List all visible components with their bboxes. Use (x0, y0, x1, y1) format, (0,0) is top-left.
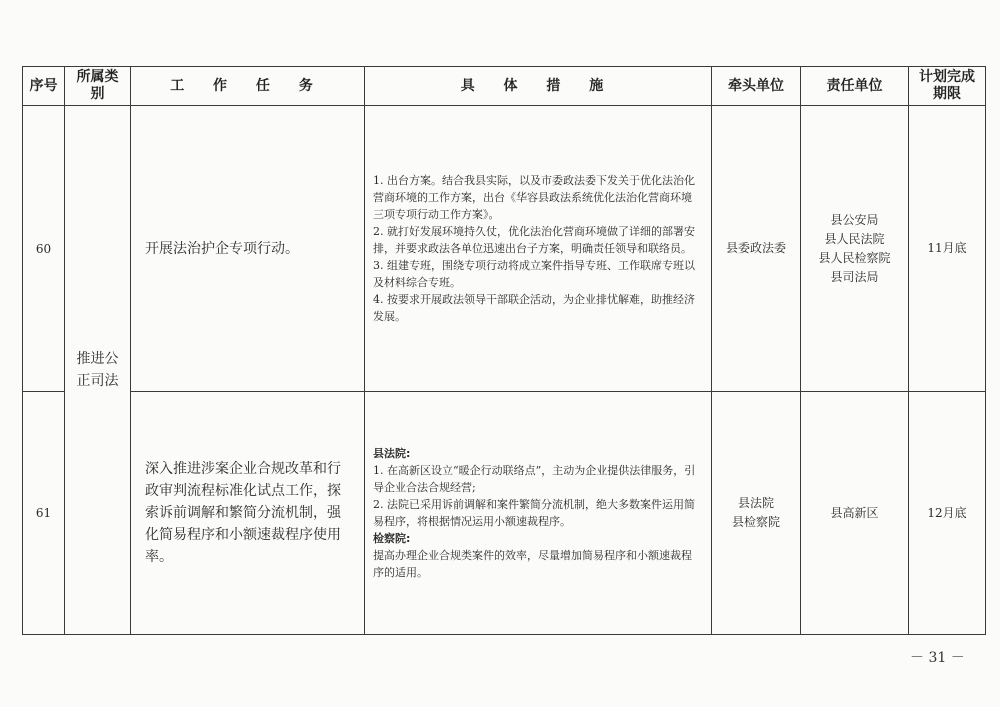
header-measures: 具 体 措 施 (365, 67, 712, 106)
responsible-unit: 县公安局 (830, 212, 879, 227)
header-category: 所属类别 (65, 67, 131, 106)
deadline-cell: 12月底 (909, 392, 986, 635)
responsible-unit: 县人民检察院 (818, 250, 891, 265)
measures-subheading: 检察院: (373, 532, 411, 545)
responsible-unit-cell (801, 106, 909, 392)
measures-cell (365, 106, 712, 392)
responsible-unit: 县高新区 (830, 505, 879, 520)
measure-item: 1. 在高新区设立“暖企行动联络点”，主动为企业提供法律服务，引导企业合法合规经营; (373, 464, 696, 494)
header-responsible: 责任单位 (801, 67, 909, 106)
deadline-cell: 11月底 (909, 106, 986, 392)
work-task-table (22, 66, 986, 635)
header-task: 工 作 任 务 (131, 67, 365, 106)
responsible-unit: 县人民法院 (824, 231, 885, 246)
task-cell: 深入推进涉案企业合规改革和行政审判流程标准化试点工作，探索诉前调解和繁简分流机制，强化简易程序和小额速裁程序使用率。 (131, 392, 365, 635)
measures-cell (365, 392, 712, 635)
measure-item: 2. 法院已采用诉前调解和案件繁简分流机制，绝大多数案件运用简易程序，将根据情况运用小额速裁程序。 (373, 498, 695, 528)
measures-subheading: 县法院: (373, 447, 411, 460)
lead-unit-cell (712, 106, 801, 392)
row-number: 60 (23, 106, 65, 392)
category-cell: 推进公正司法 (65, 106, 131, 635)
header-deadline: 计划完成期限 (909, 67, 986, 106)
header-lead: 牵头单位 (712, 67, 801, 106)
table-row (23, 392, 986, 635)
measure-item: 3. 组建专班，围绕专项行动将成立案件指导专班、工作联席专班以及材料综合专班。 (373, 259, 695, 289)
lead-unit: 县法院 (737, 496, 774, 510)
measure-item: 1. 出台方案。结合我县实际，以及市委政法委下发关于优化法治化营商环境的工作方案，出台《华容县政法系统优化法治化营商环境三项专项行动工作方案》。 (373, 174, 695, 221)
table-row (23, 106, 986, 392)
header-seq: 序号 (23, 67, 65, 106)
measure-item: 提高办理企业合规类案件的效率，尽量增加简易程序和小额速裁程序的适用。 (373, 549, 692, 579)
row-number: 61 (23, 392, 65, 635)
responsible-unit: 县司法局 (830, 269, 879, 284)
page-number: － 31 － (910, 650, 965, 666)
task-cell: 开展法治护企专项行动。 (131, 106, 365, 392)
lead-unit: 县检察院 (731, 515, 780, 529)
header-row (23, 67, 986, 106)
measure-item: 2. 就打好发展环境持久仗，优化法治化营商环境做了详细的部署安排，并要求政法各单位迅速出台子方案，明确责任领导和联络员。 (373, 225, 695, 255)
measure-item: 4. 按要求开展政法领导干部联企活动，为企业排忧解难，助推经济发展。 (373, 293, 695, 323)
lead-unit-cell (712, 392, 801, 635)
lead-unit: 县委政法委 (725, 241, 786, 255)
responsible-unit-cell (801, 392, 909, 635)
